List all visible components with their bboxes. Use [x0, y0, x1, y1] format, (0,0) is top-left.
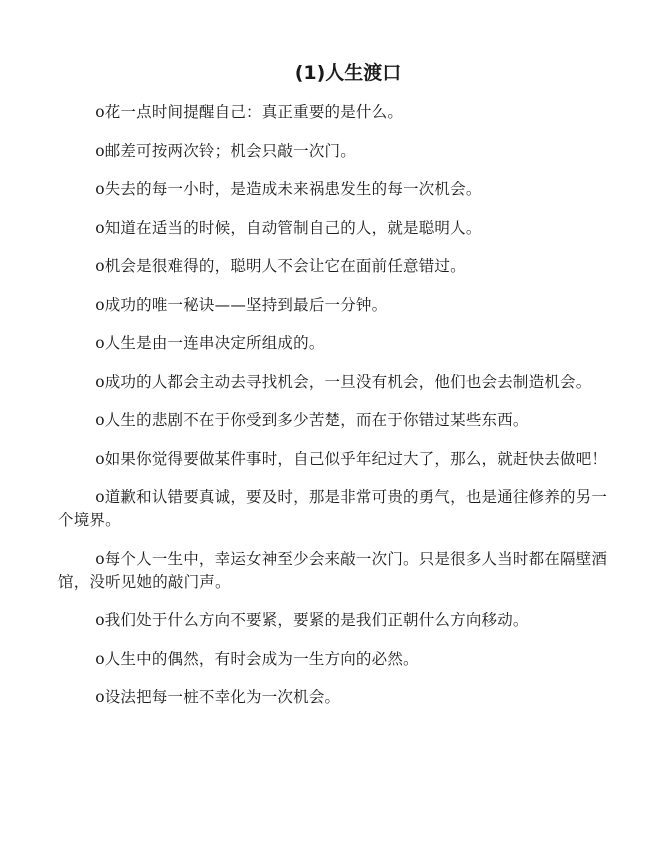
list-item [58, 409, 614, 432]
bullet-marker: o [95, 372, 105, 391]
list-item [58, 548, 614, 594]
list-item [58, 294, 614, 317]
bullet-marker: o [95, 257, 105, 275]
item-text: 成功的唯一秘诀——坚持到最后一分钟。 [104, 295, 388, 314]
list-item [58, 101, 614, 124]
bullet-marker: o [95, 549, 105, 568]
item-text: 道歉和认错要真诚，要及时，那是非常可贵的勇气，也是通往修养的另一个境界。 [58, 488, 608, 529]
bullet-marker: o [95, 611, 105, 629]
item-text: 每个人一生中，幸运女神至少会来敲一次门。只是很多人当时都在隔壁酒馆，没听见她的敲门声。 [58, 549, 608, 591]
item-text: 设法把每一桩不幸化为一次机会。 [104, 688, 341, 706]
item-text: 成功的人都会主动去寻找机会，一旦没有机会，他们也会去制造机会。 [104, 372, 592, 391]
bullet-marker: o [95, 103, 105, 121]
item-text: 邮差可按两次铃；机会只敲一次门。 [104, 141, 356, 160]
list-item [58, 686, 614, 709]
list-item [58, 648, 614, 671]
list-item [58, 609, 614, 632]
item-text: 我们处于什么方向不要紧，要紧的是我们正朝什么方向移动。 [104, 611, 529, 629]
bullet-marker: o [95, 295, 105, 314]
page-title: (1)人生渡口 [294, 62, 402, 84]
list-item [58, 486, 614, 532]
bullet-marker: o [95, 488, 105, 506]
list-item [58, 255, 614, 278]
bullet-marker: o [95, 411, 105, 429]
bullet-marker: o [95, 180, 105, 198]
item-text: 机会是很难得的，聪明人不会让它在面前任意错过。 [104, 257, 466, 275]
item-text: 人生中的偶然，有时会成为一生方向的必然。 [104, 649, 419, 668]
item-text: 人生是由一连串决定所组成的。 [104, 334, 325, 352]
list-item [58, 178, 614, 201]
item-text: 花一点时间提醒自己：真正重要的是什么。 [104, 103, 404, 121]
bullet-marker: o [95, 449, 105, 468]
list-item [58, 448, 614, 471]
bullet-marker: o [95, 334, 105, 352]
item-text: 失去的每一小时，是造成未来祸患发生的每一次机会。 [104, 180, 482, 198]
bullet-marker: o [95, 688, 105, 706]
bullet-marker: o [95, 218, 105, 237]
list-item [58, 140, 614, 163]
item-text: 如果你觉得要做某件事时，自己似乎年纪过大了，那么，就赶快去做吧！ [104, 449, 608, 468]
item-text: 知道在适当的时候，自动管制自己的人，就是聪明人。 [104, 218, 482, 237]
list-item [58, 371, 614, 394]
list-item [58, 217, 614, 240]
bullet-marker: o [95, 649, 105, 668]
list-item [58, 332, 614, 355]
item-text: 人生的悲剧不在于你受到多少苦楚，而在于你错过某些东西。 [104, 411, 529, 429]
bullet-marker: o [95, 141, 105, 160]
